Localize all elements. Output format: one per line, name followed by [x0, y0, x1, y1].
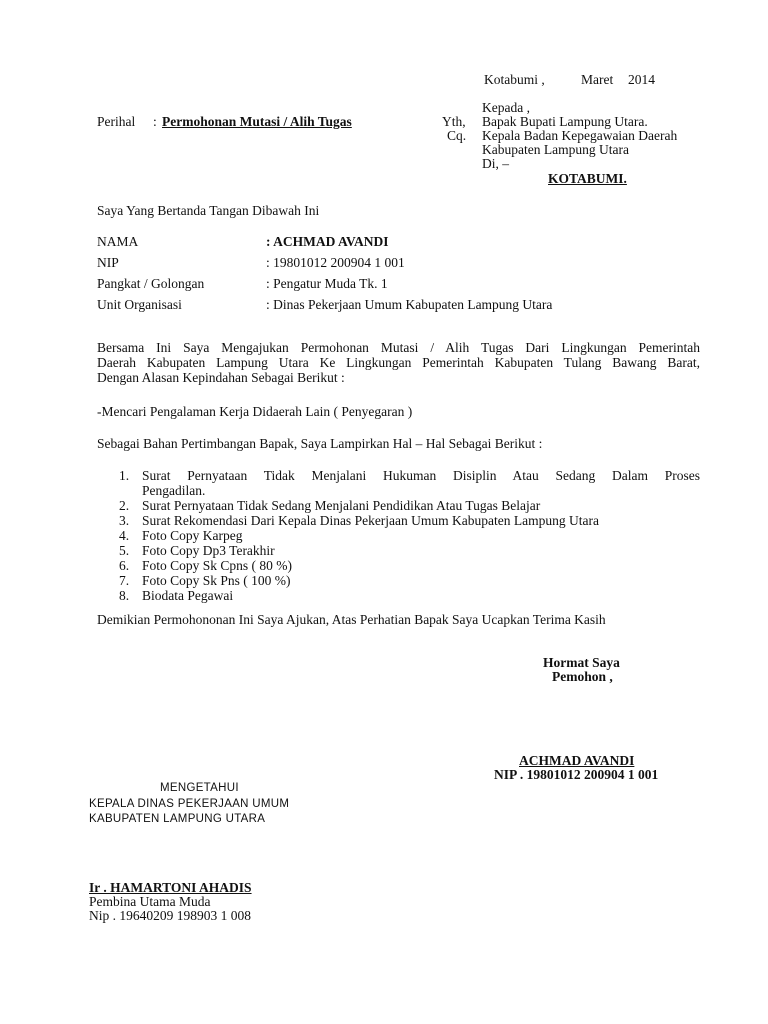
- yth-label: Yth,: [442, 114, 466, 129]
- kepada-label: Kepada ,: [482, 100, 530, 115]
- paragraph-line: Bersama Ini Saya Mengajukan Permohonan Mutasi / Alih Tugas Dari Lingkungan Pemerintah: [97, 340, 700, 355]
- list-item-number: 4.: [119, 528, 130, 543]
- list-item-number: 3.: [119, 513, 130, 528]
- date-year: 2014: [628, 72, 655, 87]
- intro-line: Saya Yang Bertanda Tangan Dibawah Ini: [97, 203, 320, 218]
- list-item-number: 1.: [119, 468, 130, 483]
- di-label: Di, –: [482, 156, 509, 171]
- list-item-text: Foto Copy Karpeg: [142, 528, 243, 543]
- closing-line: Demikian Permohononan Ini Saya Ajukan, Atas Perhatian Bapak Saya Ucapkan Terima Kasih: [97, 612, 606, 627]
- list-item-number: 2.: [119, 498, 130, 513]
- approval-title-2: KABUPATEN LAMPUNG UTARA: [89, 813, 266, 825]
- date-month: Maret: [581, 72, 614, 87]
- signature-regards: Hormat Saya: [543, 655, 620, 670]
- approval-rank: Pembina Utama Muda: [89, 894, 211, 909]
- list-item-text-cont: Pengadilan.: [142, 483, 206, 498]
- cq-label: Cq.: [447, 128, 467, 143]
- request-paragraph: [97, 340, 700, 385]
- list-item: [97, 573, 700, 588]
- identity-label-nama: NAMA: [97, 234, 139, 249]
- paragraph-line: Dengan Alasan Kepindahan Sebagai Berikut :: [97, 370, 345, 385]
- list-item: [97, 498, 700, 513]
- identity-value-nip: : 19801012 200904 1 001: [266, 255, 405, 270]
- approval-title-1: KEPALA DINAS PEKERJAAN UMUM: [89, 798, 290, 810]
- recipient-city: KOTABUMI.: [548, 171, 627, 186]
- list-item-text: Foto Copy Dp3 Terakhir: [142, 543, 275, 558]
- identity-value-pangkat: : Pengatur Muda Tk. 1: [266, 276, 388, 291]
- list-item-number: 7.: [119, 573, 130, 588]
- approval-name: Ir . HAMARTONI AHADIS: [89, 880, 252, 895]
- attachments-list: [97, 468, 700, 603]
- approval-heading: MENGETAHUI: [160, 782, 239, 794]
- reason-line: -Mencari Pengalaman Kerja Didaerah Lain ( Penyegaran ): [97, 404, 413, 419]
- approval-nip: Nip . 19640209 198903 1 008: [89, 908, 251, 923]
- identity-label-unit: Unit Organisasi: [97, 297, 182, 312]
- attachments-intro: Sebagai Bahan Pertimbangan Bapak, Saya Lampirkan Hal – Hal Sebagai Berikut :: [97, 436, 543, 451]
- perihal-sep: :: [153, 114, 157, 129]
- identity-label-pangkat: Pangkat / Golongan: [97, 276, 205, 291]
- identity-label-nip: NIP: [97, 255, 119, 270]
- identity-value-unit: : Dinas Pekerjaan Umum Kabupaten Lampung Utara: [266, 297, 553, 312]
- list-item-number: 5.: [119, 543, 130, 558]
- list-item-text: Surat Rekomendasi Dari Kepala Dinas Pekerjaan Umum Kabupaten Lampung Utara: [142, 513, 599, 528]
- list-item-number: 6.: [119, 558, 130, 573]
- list-item-text: Foto Copy Sk Pns ( 100 %): [142, 573, 291, 588]
- perihal-value: Permohonan Mutasi / Alih Tugas: [162, 114, 352, 129]
- list-item: [97, 528, 700, 543]
- list-item-text: Foto Copy Sk Cpns ( 80 %): [142, 558, 293, 573]
- cq-value-2: Kabupaten Lampung Utara: [482, 142, 629, 157]
- list-item: [97, 513, 700, 528]
- signature-name: ACHMAD AVANDI: [519, 753, 635, 768]
- list-item-text: Surat Pernyataan Tidak Menjalani Hukuman Disiplin Atau Sedang Dalam Proses: [142, 468, 700, 483]
- list-item: [97, 543, 700, 558]
- list-item: [97, 558, 700, 573]
- identity-value-nama: : ACHMAD AVANDI: [266, 234, 389, 249]
- signature-nip: NIP . 19801012 200904 1 001: [494, 767, 659, 782]
- yth-value: Bapak Bupati Lampung Utara.: [482, 114, 648, 129]
- signature-role: Pemohon ,: [552, 669, 613, 684]
- list-item-text: Biodata Pegawai: [142, 588, 234, 603]
- list-item: [97, 468, 700, 498]
- cq-value-1: Kepala Badan Kepegawaian Daerah: [482, 128, 678, 143]
- perihal-label: Perihal: [97, 114, 136, 129]
- paragraph-line: Daerah Kabupaten Lampung Utara Ke Lingkungan Pemerintah Kabupaten Tulang Bawang Barat,: [97, 355, 700, 370]
- date-city: Kotabumi ,: [484, 72, 545, 87]
- list-item: [97, 588, 700, 603]
- list-item-number: 8.: [119, 588, 130, 603]
- list-item-text: Surat Pernyataan Tidak Sedang Menjalani Pendidikan Atau Tugas Belajar: [142, 498, 541, 513]
